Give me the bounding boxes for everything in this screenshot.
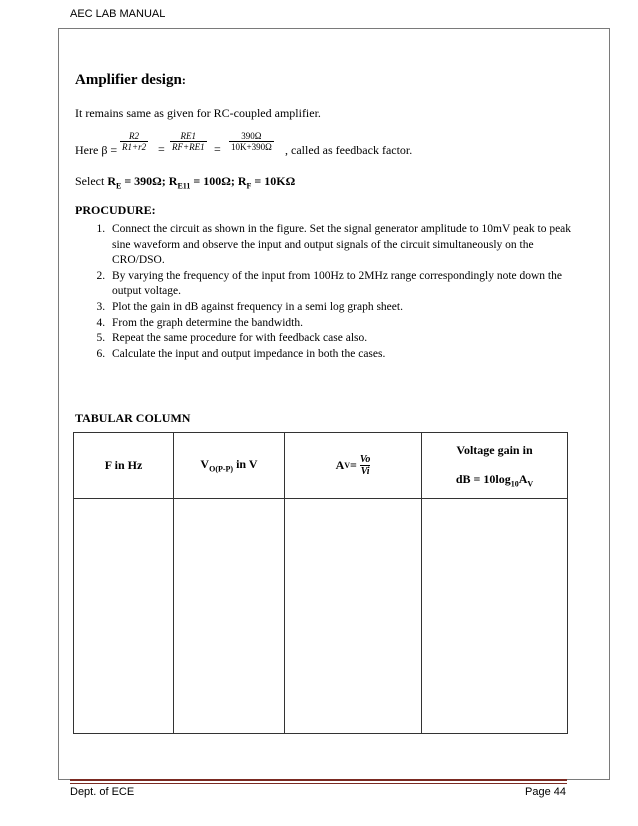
footer-dept: Dept. of ECE [70,786,135,798]
select-line: Select $R_E = 390\Omega$; $R_{E11} = 100\Omega$; $R_F = 10K\Omega$ [75,174,296,191]
procedure-step: 6. Calculate the input and output impedance in both the cases. [108,347,588,363]
table-row [74,499,568,734]
table-header-row [74,433,568,499]
table-cell[interactable] [285,499,422,734]
re-value: $R_E = 390\Omega$; [107,174,166,191]
tabular-column-table [73,432,568,734]
fraction-re1: $\frac{RE1}{RF+RE1}$ [172,131,205,152]
beta-suffix: , called as feedback factor. [285,143,413,157]
col-voltage-gain: A V = $\frac{Vo}{Vi}$ [285,433,422,499]
fraction-values: $\frac{390\Omega}{10K+390\Omega}$ [231,131,272,152]
col-gain-db: Voltage gain in dB = $10\log_{10}A_V$ [422,433,568,499]
tabular-heading: TABULAR COLUMN [75,411,191,425]
col-output-voltage: $V_{O(P-P)}$ in V [174,433,285,499]
footer-rule [70,779,567,781]
rf-value: $R_F = 10K\Omega$ [237,174,296,191]
procedure-step: 4. From the graph determine the bandwidth. [108,316,588,332]
procedure-step: 5. Repeat the same procedure for with feedback case also. [108,331,588,347]
procedure-heading: PROCUDURE: [75,203,156,217]
footer-rule-thin [70,783,567,784]
table-cell[interactable] [174,499,285,734]
col-frequency: F in Hz [74,433,174,499]
section-heading: Amplifier design: [75,72,186,88]
procedure-step: 1. Connect the circuit as shown in the figure. Set the signal generator amplitude to 10mV peak to peak sine waveform and observe the input and output signals of the circuit simultaneously on the CRO/DSO. [108,222,588,269]
beta-prefix: Here β = [75,143,118,157]
re11-value: $R_{E11} = 100\Omega$; [168,174,235,191]
equals-sign: = [158,142,165,156]
procedure-list [80,222,588,362]
procedure-step: 3. Plot the gain in dB against frequency in a semi log graph sheet. [108,300,588,316]
equals-sign: = [214,142,221,156]
intro-text: It remains same as given for RC-coupled amplifier. [75,106,321,120]
procedure-step: 2. By varying the frequency of the input from 100Hz to 2MHz range correspondingly note down the output voltage. [108,269,588,300]
running-header: AEC LAB MANUAL [70,8,166,20]
fraction-r2: $\frac{R2}{R1+r2}$ [122,131,147,152]
table-cell[interactable] [74,499,174,734]
table-cell[interactable] [422,499,568,734]
footer-page-number: Page 44 [525,786,566,798]
